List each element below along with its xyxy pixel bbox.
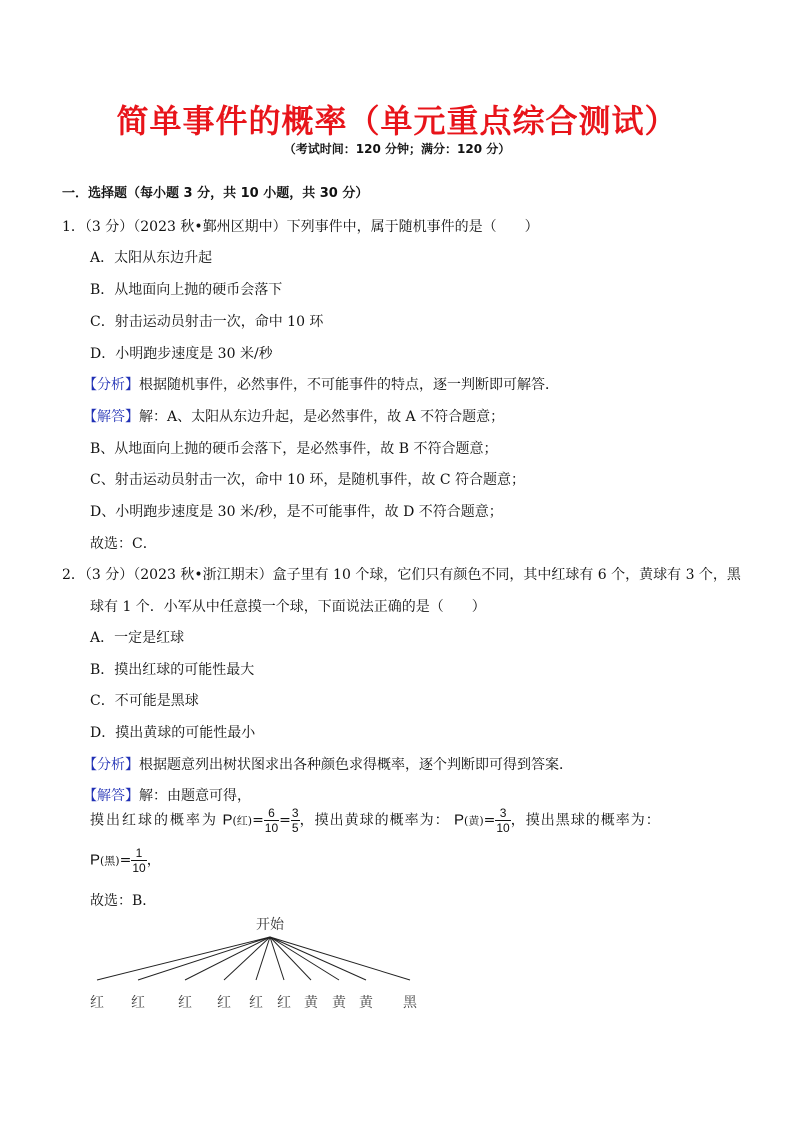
- red-prob-label: 摸出红球的概率为: [90, 812, 218, 829]
- black-prob-label: ，摸出黑球的概率为：: [510, 812, 661, 829]
- tree-leaf-label: 黑: [403, 995, 417, 1011]
- equals-sign: =: [252, 812, 264, 829]
- tree-branch: [185, 937, 270, 980]
- q2-option-c: C．不可能是黑球: [90, 693, 199, 709]
- answer-line: 解：A、太阳从东边升起，是必然事件，故 A 不符合题意；: [139, 409, 505, 425]
- q1-answer: [83, 406, 504, 426]
- q1-analysis: [83, 374, 559, 394]
- numerator: 3: [495, 806, 510, 821]
- equals-sign: =: [119, 852, 132, 869]
- fraction: [264, 806, 279, 835]
- yellow-prob-label: ，摸出黄球的概率为：: [299, 812, 450, 829]
- tree-leaf-label: 黄: [304, 995, 318, 1011]
- prob-symbol: P: [454, 811, 465, 829]
- analysis-tag: 【分析】: [83, 377, 139, 393]
- q2-stem-cont: 球有 1 个．小军从中任意摸一个球，下面说法正确的是（ ）: [90, 599, 486, 615]
- fraction: [291, 806, 300, 835]
- analysis-text: 根据随机事件，必然事件，不可能事件的特点，逐一判断即可解答．: [139, 377, 559, 393]
- prob-symbol: P: [222, 811, 233, 829]
- q2-option-a: A．一定是红球: [90, 630, 185, 646]
- answer-intro: 解：由题意可得，: [139, 788, 251, 804]
- tree-leaf-label: 红: [90, 995, 104, 1011]
- analysis-tag: 【分析】: [83, 757, 139, 773]
- tree-branch: [270, 937, 284, 980]
- q2-answer: [83, 785, 251, 805]
- prob-subscript: (红): [232, 814, 253, 828]
- q1-stem: 1．（3 分）（2023 秋•鄞州区期中）下列事件中，属于随机事件的是（ ）: [62, 219, 539, 235]
- q2-choice: 故选：B．: [90, 893, 157, 909]
- tree-branch: [97, 937, 270, 980]
- tree-leaf-label: 黄: [359, 995, 373, 1011]
- denominator: 10: [264, 821, 279, 835]
- numerator: 1: [131, 846, 146, 861]
- q2-analysis: [83, 754, 573, 774]
- tree-leaf-label: 红: [131, 995, 145, 1011]
- q1-option-b: B．从地面向上抛的硬币会落下: [90, 282, 283, 298]
- probability-line-cont: [90, 846, 161, 875]
- denominator: 5: [291, 821, 299, 835]
- tree-leaf-label: 红: [277, 995, 291, 1011]
- q2-option-b: B．摸出红球的可能性最大: [90, 662, 255, 678]
- answer-line: B、从地面向上抛的硬币会落下，是必然事件，故 B 不符合题意；: [90, 441, 498, 457]
- analysis-text: 根据题意列出树状图求出各种颜色求得概率，逐个判断即可得到答案．: [139, 757, 573, 773]
- fraction: [131, 846, 146, 875]
- equals-sign: =: [483, 812, 496, 829]
- numerator: 6: [264, 806, 279, 821]
- tree-leaf-label: 红: [249, 995, 263, 1011]
- probability-line: [90, 806, 661, 835]
- answer-line: C、射击运动员射击一次，命中 10 环，是随机事件，故 C 符合题意；: [90, 472, 526, 488]
- prob-subscript: (黄): [464, 814, 484, 828]
- prob-symbol: P: [90, 851, 101, 869]
- fraction: [495, 806, 510, 835]
- tree-branch: [270, 937, 366, 980]
- tree-leaf-label: 红: [217, 995, 231, 1011]
- denominator: 10: [496, 821, 510, 835]
- q2-stem: 2．（3 分）（2023 秋•浙江期末）盒子里有 10 个球，它们只有颜色不同，其中红球有 6 个，黄球有 3 个，黑: [62, 567, 741, 583]
- q1-option-d: D．小明跑步速度是 30 米/秒: [90, 346, 273, 362]
- equals-sign: =: [279, 812, 291, 829]
- tree-branch: [138, 937, 270, 980]
- comma: ，: [146, 852, 161, 869]
- q1-option-c: C．射击运动员射击一次，命中 10 环: [90, 314, 324, 330]
- answer-tag: 【解答】: [83, 788, 139, 804]
- tree-diagram: [0, 905, 794, 1035]
- numerator: 3: [291, 806, 299, 820]
- page-title: 简单事件的概率（单元重点综合测试）: [116, 102, 678, 140]
- answer-tag: 【解答】: [83, 409, 139, 425]
- prob-subscript: (黑): [100, 854, 120, 868]
- tree-leaf-label: 黄: [332, 995, 346, 1011]
- tree-root-label: 开始: [256, 917, 284, 933]
- denominator: 10: [132, 861, 146, 875]
- tree-leaf-label: 红: [178, 995, 192, 1011]
- q1-choice: 故选：C．: [90, 536, 157, 552]
- section-header: 一．选择题（每小题 3 分，共 10 小题，共 30 分）: [62, 186, 369, 201]
- q1-option-a: A．太阳从东边升起: [90, 250, 213, 266]
- answer-line: D、小明跑步速度是 30 米/秒，是不可能事件，故 D 不符合题意；: [90, 504, 503, 520]
- q2-option-d: D．摸出黄球的可能性最小: [90, 725, 256, 741]
- exam-info: （考试时间：120 分钟；满分：120 分）: [283, 142, 511, 156]
